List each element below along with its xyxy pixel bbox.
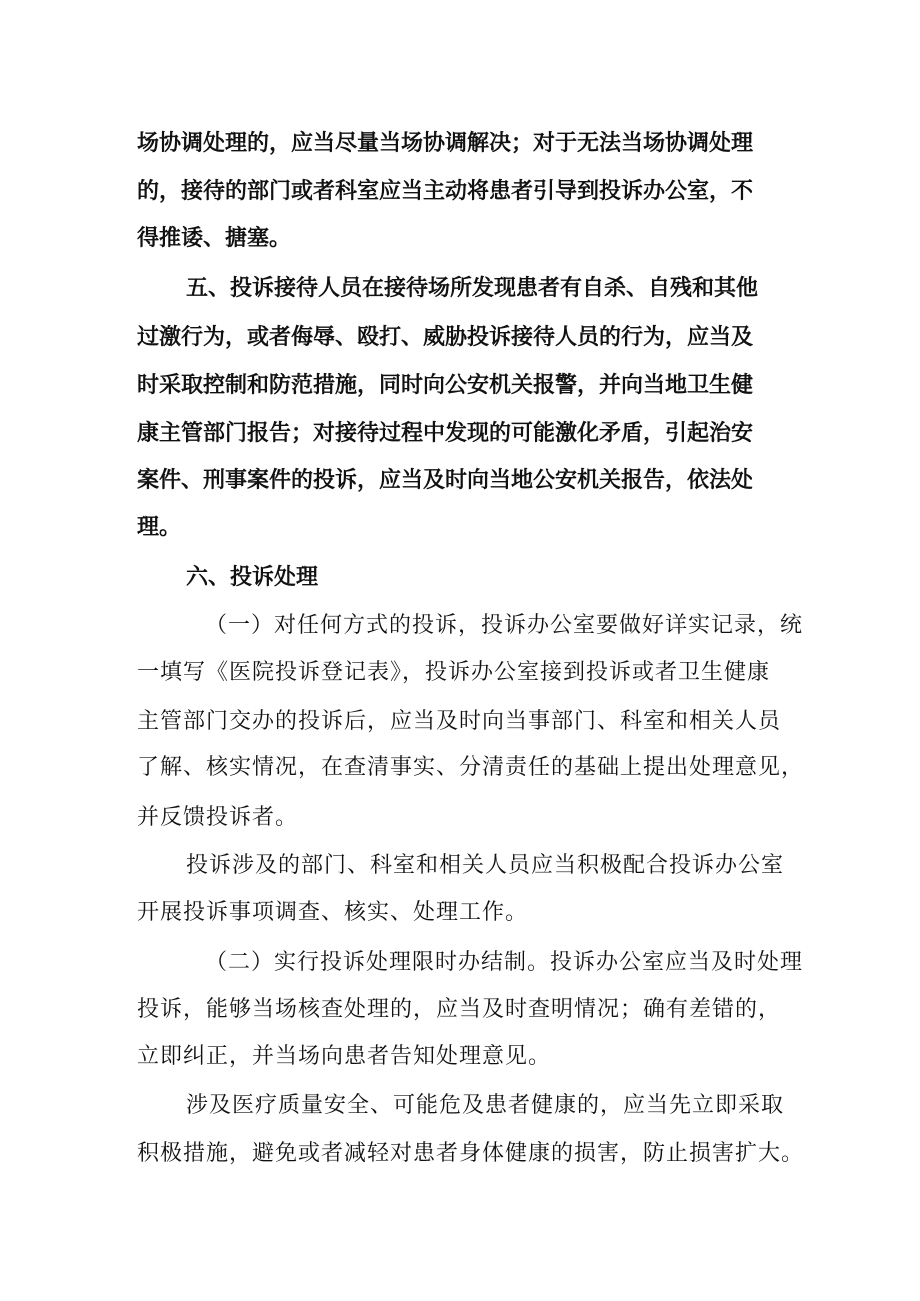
text-line: 主管部门交办的投诉后，应当及时向当事部门、科室和相关人员 bbox=[137, 709, 782, 734]
section-heading: 六、投诉处理 bbox=[186, 565, 319, 590]
text-line: 五、投诉接待人员在接待场所发现患者有自杀、自残和其他 bbox=[186, 276, 759, 301]
text-line: 案件、刑事案件的投诉，应当及时向当地公安机关报告，依法处 bbox=[137, 468, 754, 493]
text-line: 涉及医疗质量安全、可能危及患者健康的，应当先立即采取 bbox=[186, 1093, 785, 1118]
text-line: 场协调处理的，应当尽量当场协调解决；对于无法当场协调处理 bbox=[137, 131, 754, 156]
text-line: 康主管部门报告；对接待过程中发现的可能激化矛盾，引起治安 bbox=[137, 421, 754, 446]
text-line: 了解、核实情况，在查清事实、分清责任的基础上提出处理意见， bbox=[137, 755, 805, 780]
text-line: （二）实行投诉处理限时办结制。投诉办公室应当及时处理 bbox=[205, 950, 804, 975]
text-line: 立即纠正，并当场向患者告知处理意见。 bbox=[137, 1044, 552, 1069]
text-line: 并反馈投诉者。 bbox=[137, 805, 299, 830]
text-line: 时采取控制和防范措施，同时向公安机关报警，并向当地卫生健 bbox=[137, 373, 754, 398]
text-line: 积极措施，避免或者减轻对患者身体健康的损害，防止损害扩大。 bbox=[137, 1141, 805, 1166]
text-line: 开展投诉事项调查、核实、处理工作。 bbox=[137, 900, 529, 925]
text-line: 投诉涉及的部门、科室和相关人员应当积极配合投诉办公室 bbox=[186, 853, 785, 878]
text-line: 过激行为，或者侮辱、殴打、威胁投诉接待人员的行为，应当及 bbox=[137, 325, 754, 350]
text-line: （一）对任何方式的投诉，投诉办公室要做好详实记录，统 bbox=[205, 613, 804, 638]
text-line: 理。 bbox=[137, 515, 182, 540]
text-line: 投诉，能够当场核查处理的，应当及时查明情况；确有差错的， bbox=[137, 997, 782, 1022]
text-line: 得推诿、搪塞。 bbox=[137, 226, 292, 251]
text-line: 一填写《医院投诉登记表》，投诉办公室接到投诉或者卫生健康 bbox=[137, 660, 771, 685]
text-line: 的，接待的部门或者科室应当主动将患者引导到投诉办公室，不 bbox=[137, 179, 754, 204]
